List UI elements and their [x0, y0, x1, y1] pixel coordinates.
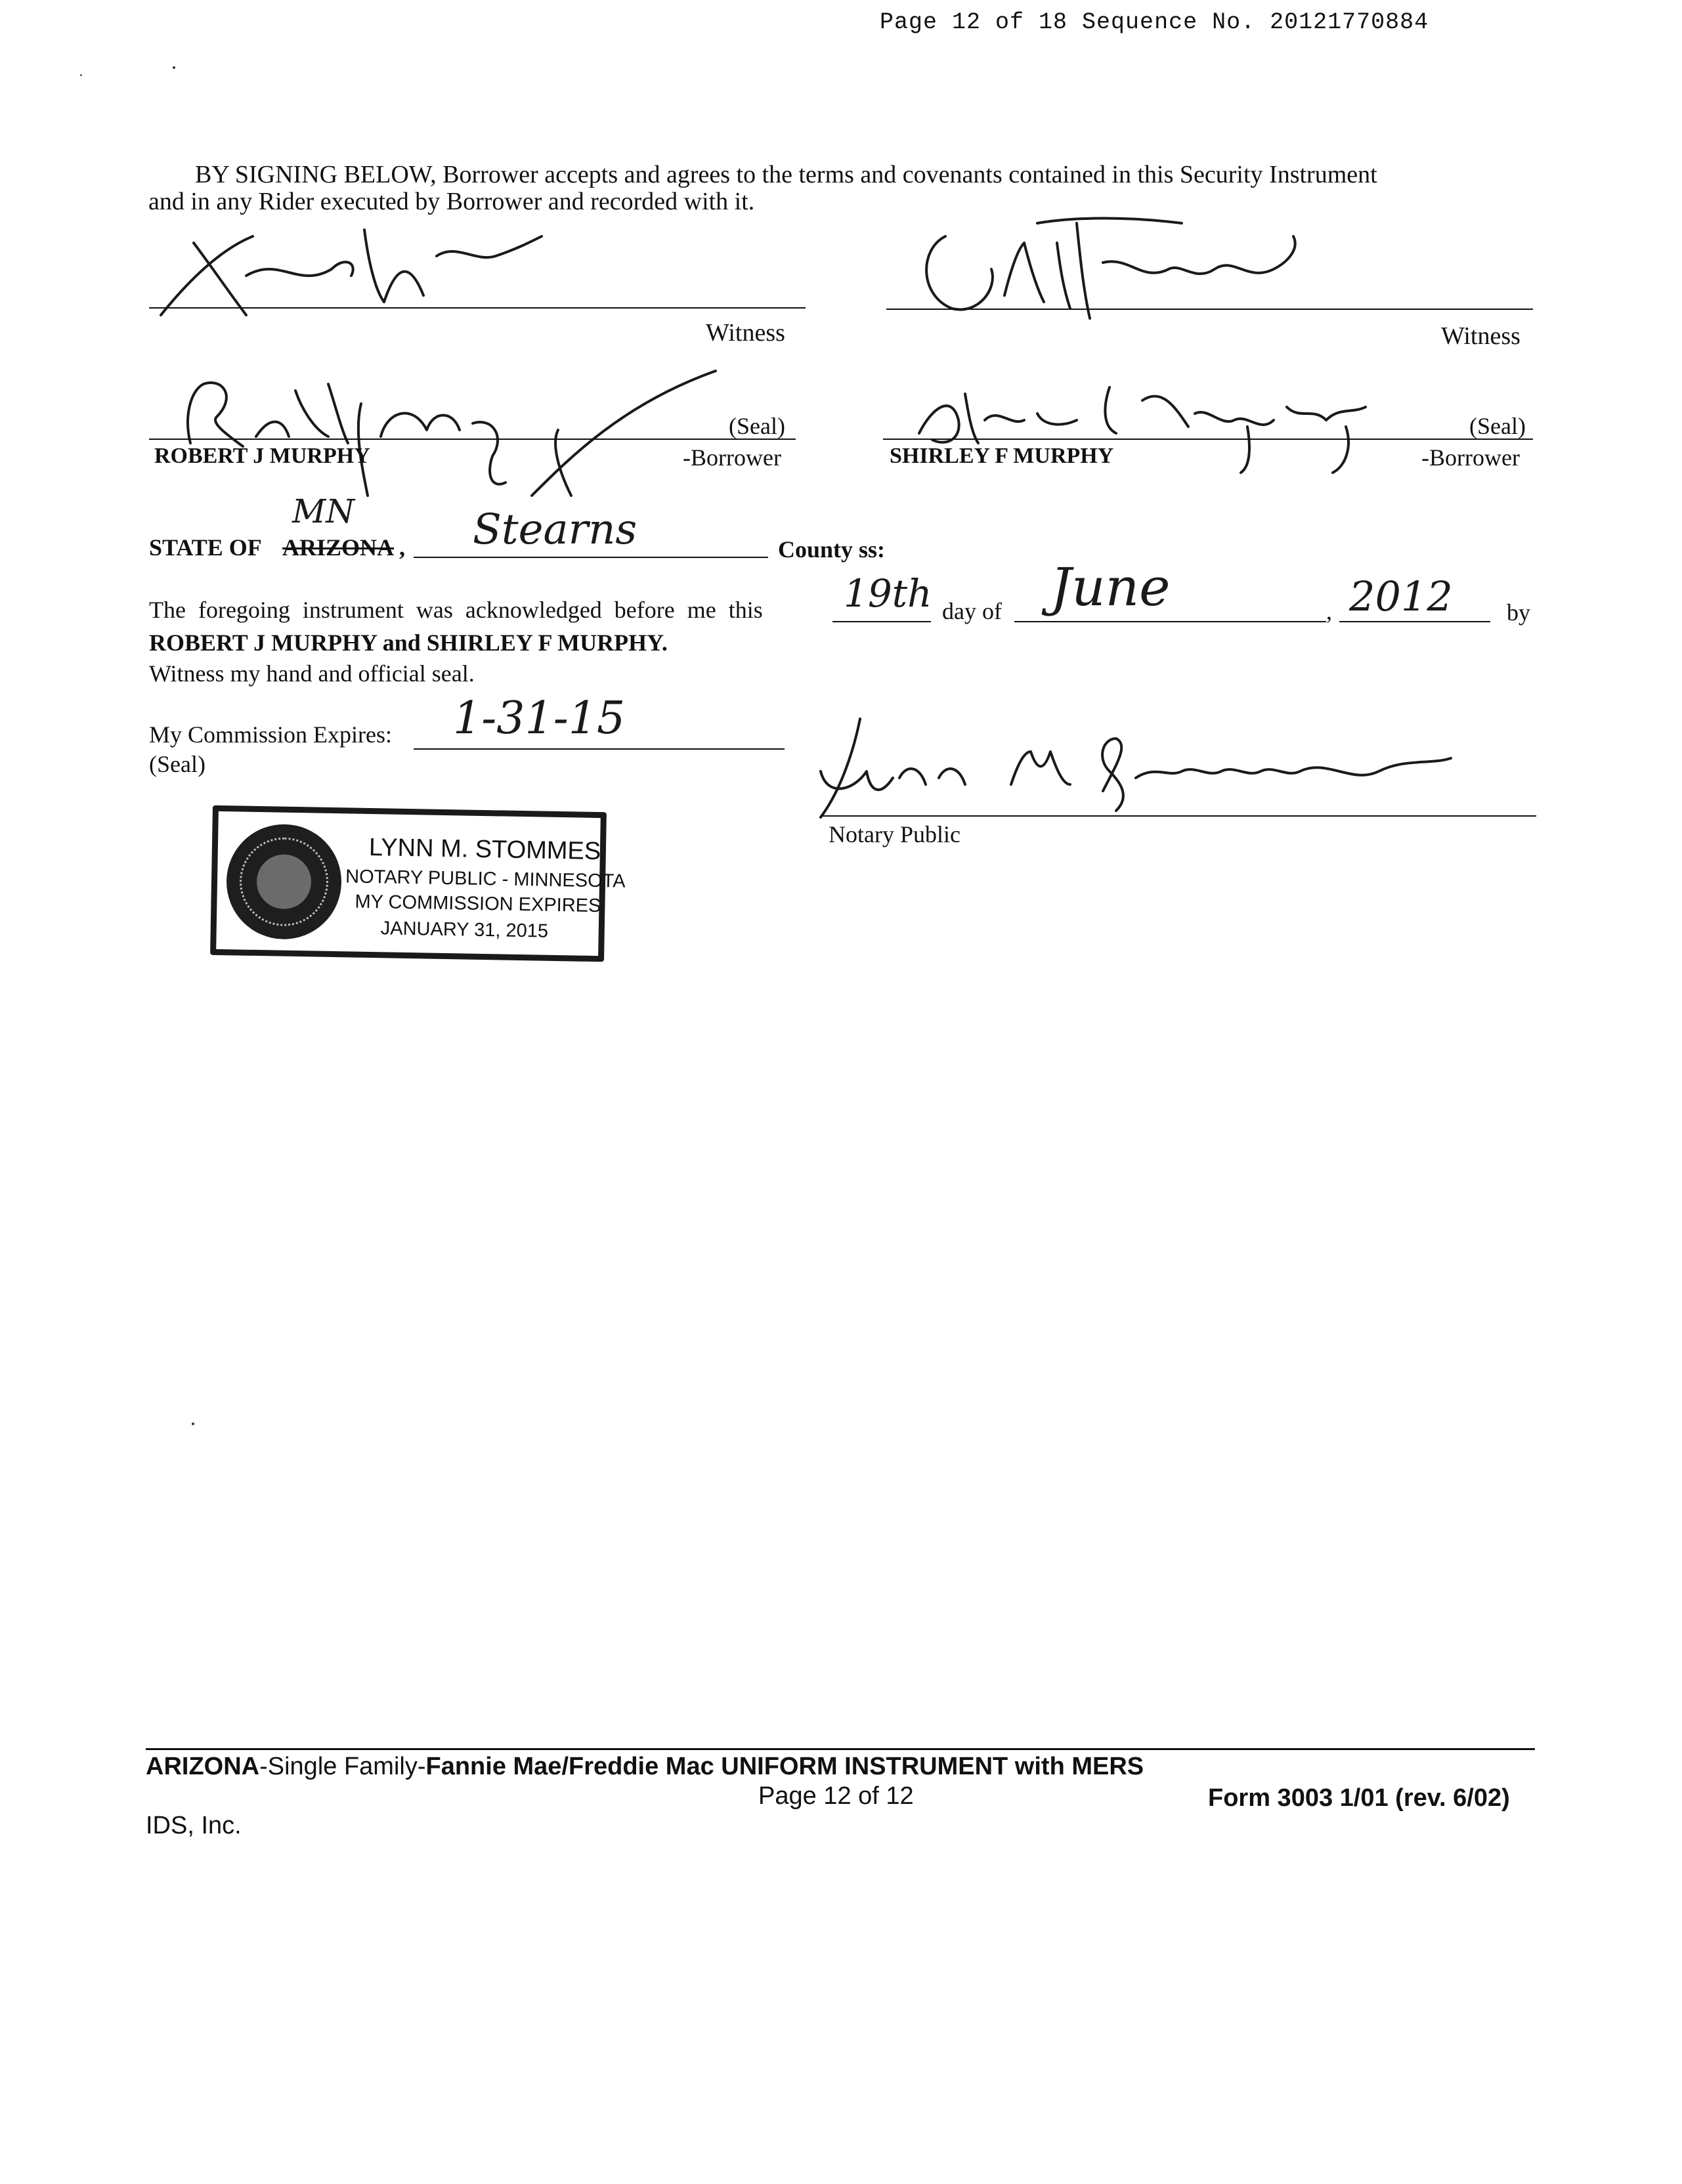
day-of-label: day of — [942, 598, 1002, 624]
month-handwritten: June — [1050, 557, 1171, 618]
witness-right-signature — [906, 210, 1326, 322]
borrower-right-name: SHIRLEY F MURPHY — [890, 444, 1114, 468]
stamp-name: LYNN M. STOMMES — [368, 833, 601, 866]
borrower-right-role: -Borrower — [1421, 444, 1520, 471]
stamp-line-3: MY COMMISSION EXPIRES — [355, 891, 601, 917]
commission-handwritten: 1-31-15 — [453, 693, 626, 744]
acknowledged-text: The foregoing instrument was acknowledged before me this — [149, 597, 763, 623]
county-line — [414, 557, 768, 558]
seal-label: (Seal) — [149, 751, 205, 777]
witness-left-signature — [148, 217, 555, 335]
day-handwritten: 19th — [844, 571, 932, 616]
state-handwritten: MN — [292, 492, 355, 530]
acknowledged-names: ROBERT J MURPHY and SHIRLEY F MURPHY. — [149, 630, 668, 656]
witness-right-label: Witness — [1441, 322, 1520, 350]
borrower-right-seal: (Seal) — [1469, 413, 1526, 439]
notary-line — [821, 815, 1536, 817]
footer-title: Fannie Mae/Freddie Mac UNIFORM INSTRUMENT with MERS — [425, 1753, 1144, 1780]
year-line — [1339, 621, 1490, 622]
footer-rule — [146, 1748, 1535, 1750]
commission-label: My Commission Expires: — [149, 721, 393, 748]
borrower-left-name: ROBERT J MURPHY — [154, 444, 370, 468]
county-handwritten: Stearns — [473, 505, 637, 554]
footer-dash: -Single Family- — [259, 1753, 426, 1780]
commission-line — [414, 748, 785, 750]
footer-vendor: IDS, Inc. — [146, 1812, 242, 1839]
intro-line-1: BY SIGNING BELOW, Borrower accepts and agrees to the terms and covenants contained in this Security Instrument — [195, 161, 1377, 188]
page-sequence-header: Page 12 of 18 Sequence No. 20121770884 — [880, 9, 1429, 35]
scan-speck — [192, 1423, 194, 1425]
witness-left-line — [149, 307, 806, 309]
stamp-line-2: NOTARY PUBLIC - MINNESOTA — [345, 866, 626, 892]
witness-right-line — [886, 309, 1533, 310]
state-prefix: STATE OF — [149, 534, 262, 561]
scan-speck — [173, 66, 175, 69]
by-label: by — [1507, 599, 1530, 626]
state-struck: ARIZONA — [282, 534, 395, 561]
day-line — [832, 621, 931, 622]
month-line — [1014, 621, 1326, 622]
witness-hand-seal: Witness my hand and official seal. — [149, 660, 475, 687]
month-comma: , — [1326, 598, 1332, 624]
borrower-left-line — [149, 439, 796, 440]
witness-left-label: Witness — [706, 319, 785, 347]
footer-state: ARIZONA — [146, 1753, 260, 1780]
intro-line-2: and in any Rider executed by Borrower and recorded with it. — [148, 188, 755, 215]
scan-speck — [80, 74, 82, 76]
notary-seal-emblem — [226, 823, 343, 940]
borrower-left-seal: (Seal) — [729, 413, 785, 439]
notary-signature — [814, 712, 1471, 824]
footer-page: Page 12 of 12 — [758, 1782, 914, 1810]
notary-label: Notary Public — [829, 821, 960, 847]
borrower-robert-signature — [164, 364, 729, 502]
notary-stamp — [210, 805, 626, 962]
year-handwritten: 2012 — [1349, 572, 1453, 620]
state-comma: , — [399, 534, 405, 561]
stamp-line-4: JANUARY 31, 2015 — [380, 918, 549, 942]
borrower-right-line — [883, 439, 1533, 440]
borrower-left-role: -Borrower — [683, 444, 781, 471]
footer-form-number: Form 3003 1/01 (rev. 6/02) — [1208, 1784, 1510, 1812]
county-label: County ss: — [778, 536, 886, 563]
footer-form-title — [146, 1753, 1144, 1781]
